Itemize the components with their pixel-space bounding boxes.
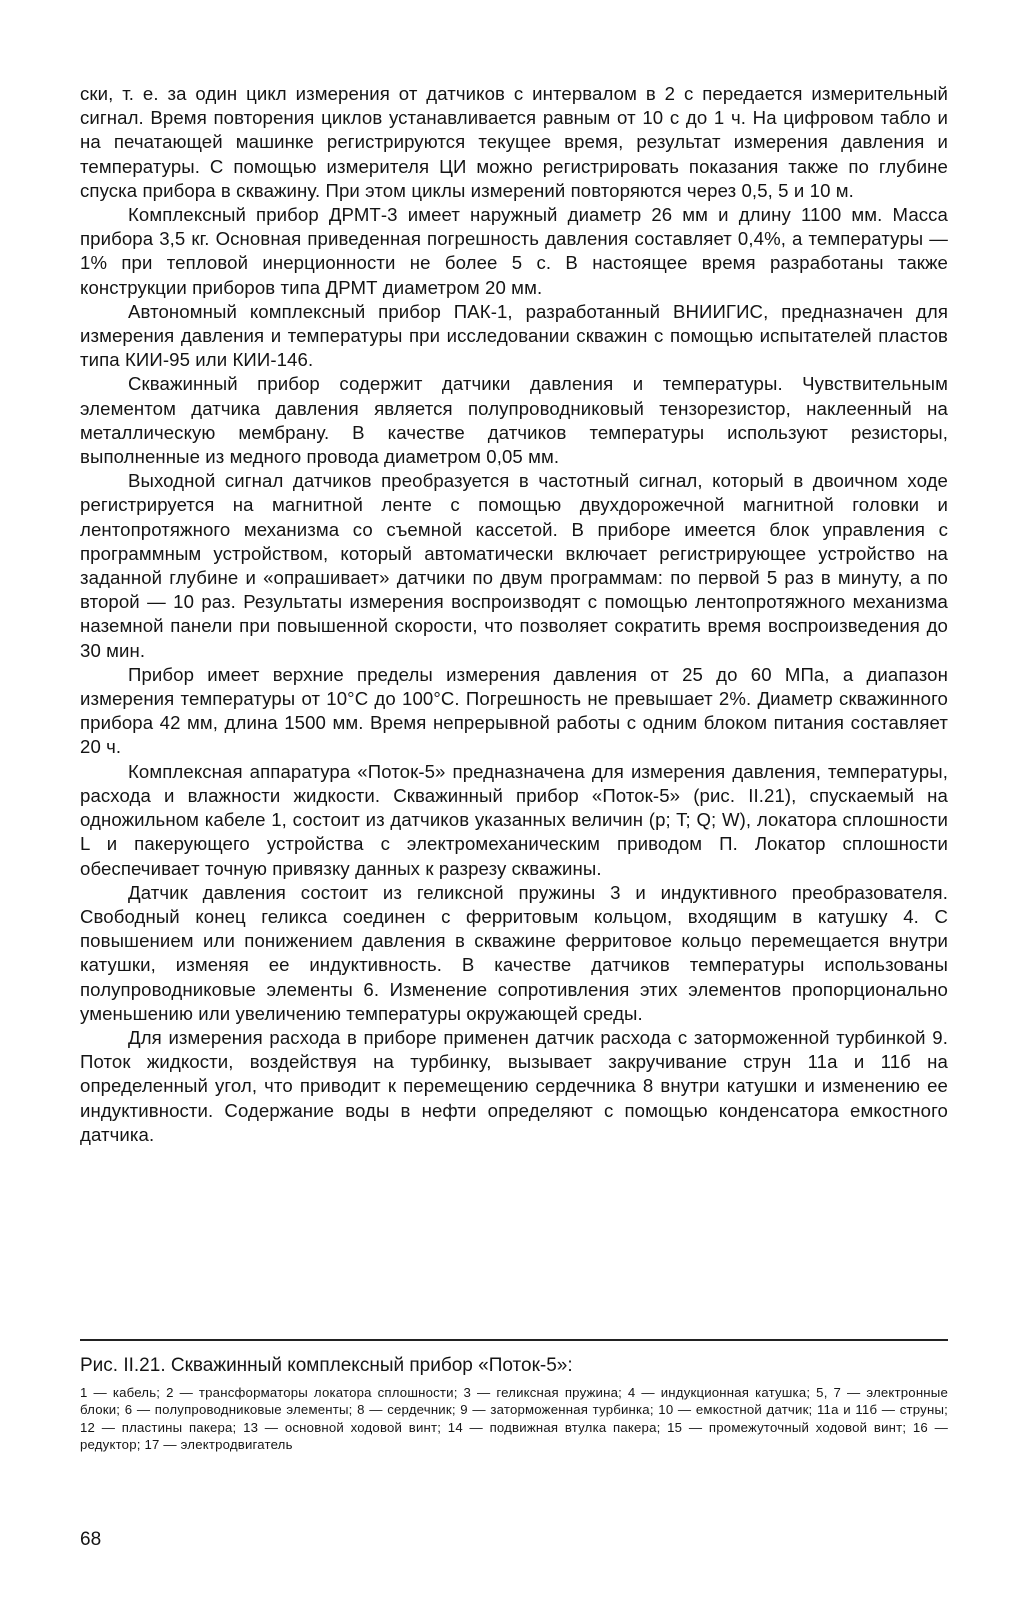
paragraph-1: ски, т. е. за один цикл измерения от датчиков с интервалом в 2 с передается измерительный сигнал. Время повторения циклов устанавливается равным от 10 с до 1 ч. На цифровом табло и на печатающей машинке регистрируются текущее время, результат измерения давления и температуры. С помощью измерителя ЦИ можно регистрировать показания также по глубине спуска прибора в скважину. При этом циклы измерений повторяются через 0,5, 5 и 10 м.: [80, 83, 948, 201]
figure-separator-rule: [80, 1339, 948, 1341]
paragraph-9: Для измерения расхода в приборе применен датчик расхода с заторможенной турбинкой 9. Поток жидкости, воздействуя на турбинку, вызывает закручивание струн 11а и 11б на определенный угол, что приводит к перемещению сердечника 8 внутри катушки и изменению ее индуктивности. Содержание воды в нефти определяют с помощью конденсатора емкостного датчика.: [80, 1026, 948, 1145]
paragraph-2: Комплексный прибор ДРМТ-3 имеет наружный диаметр 26 мм и длину 1100 мм. Масса прибора 3,5 кг. Основная приведенная погрешность давления составляет 0,4%, а температуры — 1% при тепловой инерционности не более 5 с. В настоящее время разработаны также конструкции приборов типа ДРМТ диаметром 20 мм.: [80, 204, 948, 298]
paragraph-5: Выходной сигнал датчиков преобразуется в частотный сигнал, который в двоичном ходе регистрируется на магнитной ленте с помощью двухдорожечной магнитной головки и лентопротяжного механизма со съемной кассетой. В приборе имеется блок управления с программным устройством, который автоматически включает регистрирующее устройство на заданной глубине и «опрашивает» датчики по двум программам: по первой 5 раз в минуту, а по второй — 10 раз. Результаты измерения воспроизводят с помощью лентопротяжного механизма наземной панели при повышенной скорости, что позволяет сократить время воспроизведения до 30 мин.: [80, 470, 948, 661]
paragraph-6: Прибор имеет верхние пределы измерения давления от 25 до 60 МПа, а диапазон измерения температуры от 10°С до 100°С. Погрешность не превышает 2%. Диаметр скважинного прибора 42 мм, длина 1500 мм. Время непрерывной работы с одним блоком питания составляет 20 ч.: [80, 663, 948, 758]
paragraph-3: Автономный комплексный прибор ПАК-1, разработанный ВНИИГИС, предназначен для измерения давления и температуры при исследовании скважин с помощью испытателей пластов типа КИИ-95 или КИИ-146.: [80, 300, 948, 371]
paragraph-4: Скважинный прибор содержит датчики давления и температуры. Чувствительным элементом датчика давления является полупроводниковый тензорезистор, наклеенный на металлическую мембрану. В качестве датчиков температуры используют резисторы, выполненные из медного провода диаметром 0,05 мм.: [80, 373, 948, 468]
main-text: [80, 82, 948, 1147]
paragraph-7: Комплексная аппаратура «Поток-5» предназначена для измерения давления, температуры, расхода и влажности жидкости. Скважинный прибор «Поток-5» (рис. II.21), спускаемый на одножильном кабеле 1, состоит из датчиков указанных величин (p; T; Q; W), локатора сплошности L и пакерующего устройства с электромеханическим приводом П. Локатор сплошности обеспечивает точную привязку данных к разрезу скважины.: [80, 760, 948, 879]
page-number: 68: [80, 1529, 102, 1550]
caption-title: Рис. II.21. Скважинный комплексный прибор «Поток-5»:: [80, 1355, 573, 1376]
figure-caption: [80, 1354, 948, 1454]
caption-legend: 1 — кабель; 2 — трансформаторы локатора сплошности; 3 — геликсная пружина; 4 — индукционная катушка; 5, 7 — электронные блоки; 6 — полупроводниковые элементы; 8 — сердечник; 9 — заторможенная турбинка; 10 — емкостной датчик; 11а и 11б — струны; 12 — пластины пакера; 13 — основной ходовой винт; 14 — подвижная втулка пакера; 15 — промежуточный ходовой винт; 16 — редуктор; 17 — электродвигатель: [80, 1385, 948, 1453]
paragraph-8: Датчик давления состоит из геликсной пружины 3 и индуктивного преобразователя. Свободный конец геликса соединен с ферритовым кольцом, входящим в катушку 4. С повышением или понижением давления в скважине ферритовое кольцо перемещается внутри катушки, изменяя ее индуктивность. В качестве датчиков температуры использованы полупроводниковые элементы 6. Изменение сопротивления этих элементов пропорционально уменьшению или увеличению температуры окружающей среды.: [80, 881, 948, 1024]
